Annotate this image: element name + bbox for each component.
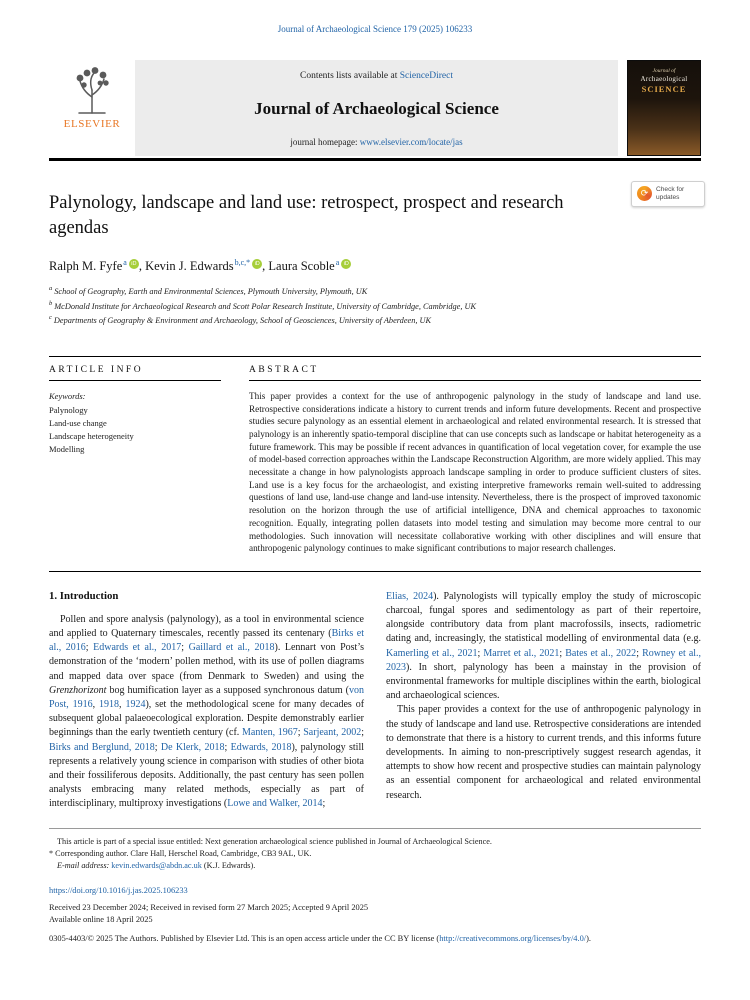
intro-paragraph-right-1 (386, 590, 701, 704)
affiliation-text: School of Geography, Earth and Environmental Sciences, Plymouth University, Plymouth, UK (54, 286, 368, 296)
inline-link[interactable]: Birks and Berglund, 2018 (49, 741, 155, 753)
inline-link[interactable]: Marret et al., 2021 (483, 647, 560, 659)
affiliation-list (49, 284, 701, 328)
text-segment: ; (297, 727, 304, 739)
abstract-heading: ABSTRACT (249, 365, 701, 381)
keyword-item: Landscape heterogeneity (49, 430, 134, 441)
check-for-updates-badge[interactable] (631, 181, 705, 207)
keywords-label: Keywords: (49, 390, 86, 401)
article-body (49, 590, 701, 812)
inline-link[interactable]: von Post, 1916 (49, 684, 364, 711)
contents-prefix: Contents lists available at (299, 71, 400, 81)
author (145, 259, 268, 273)
email-note (49, 860, 701, 872)
affiliation-sup: b (49, 299, 53, 307)
text-segment: bog humification layer as a supposed synchronous datum ( (106, 684, 349, 696)
intro-paragraph-left (49, 613, 364, 812)
affiliation (49, 284, 701, 299)
special-issue-note: This article is part of a special issue entitled: Next generation archaeological science published in Journal of Archaeological Science. (57, 836, 492, 846)
inline-link[interactable]: Sarjeant, 2002 (303, 727, 362, 739)
header-divider (49, 158, 701, 161)
author-list (49, 258, 701, 274)
intro-paragraph-right-2: This paper provides a context for the use of anthropogenic palynology in the study of landscape and land use. Retrospective considerations are intended to demonstrate that there is a history to current trends, and this informs future developments. In aiming to non-prescriptively suggest research agendas, it attempts to show how recent and prospective studies can maintain palynology as an essential component for archaeological and related environmental research. (386, 704, 701, 801)
cover-line3: SCIENCE (641, 84, 687, 94)
journal-header (49, 60, 701, 156)
journal-title: Journal of Archaeological Science (254, 99, 499, 118)
author-name: Kevin J. Edwards (145, 259, 234, 274)
inline-link[interactable]: Elias, 2024 (386, 590, 434, 602)
inline-link[interactable]: Manten, 1967 (242, 727, 298, 739)
orcid-icon[interactable]: iD (252, 259, 262, 269)
affiliation-sup: a (49, 285, 53, 293)
inline-link[interactable]: Lowe and Walker, 2014 (227, 798, 323, 810)
text-segment: , (92, 699, 100, 711)
journal-homepage-link[interactable]: www.elsevier.com/locate/jas (359, 137, 463, 147)
inline-link[interactable]: kevin.edwards@abdn.ac.uk (111, 861, 202, 871)
author-affiliation-sup: a (123, 257, 127, 267)
text-segment: ; (477, 647, 484, 659)
inline-link[interactable]: Kamerling et al., 2021 (386, 647, 478, 659)
text-segment: Grenzhorizont (49, 684, 107, 696)
text-segment: ; (224, 741, 231, 753)
available-online: Available online 18 April 2025 (49, 915, 153, 925)
text-segment: ; (181, 642, 189, 654)
section-heading-introduction: 1. Introduction (49, 589, 119, 602)
elsevier-logo[interactable] (49, 60, 135, 156)
text-segment: ; (361, 727, 364, 739)
text-segment: ), set the methodological scene for many decades of subsequent global palaeoecological exploration. Despite demonstrably earlier beginnings than the early twentieth century (cf. (49, 699, 365, 739)
title-row (49, 186, 701, 241)
text-segment: ; (636, 647, 643, 659)
orcid-icon[interactable]: iD (129, 259, 139, 269)
text-segment: ). Lennart von Post’s demonstration of the ‘modern’ pollen method, with its use of pollen diagrams and mapped data over space (from Denmark to Sweden) and using the (49, 642, 364, 682)
sciencedirect-link[interactable]: ScienceDirect (399, 71, 453, 81)
inline-link[interactable]: 1924 (125, 699, 146, 711)
affiliation-text: Departments of Geography & Environment and Archaeology, School of Geosciences, University of Aberdeen, UK (53, 316, 432, 326)
article-info-heading: ARTICLE INFO (49, 365, 221, 381)
inline-link[interactable]: Birks et al., 2016 (49, 628, 364, 654)
author-name: Laura Scoble (268, 259, 335, 274)
elsevier-tree-icon (70, 66, 114, 116)
keyword-item: Palynology (49, 404, 88, 415)
homepage-prefix: journal homepage: (290, 137, 360, 147)
doi-link[interactable]: https://doi.org/10.1016/j.jas.2025.106233 (49, 886, 188, 896)
cover-line1: Journal of (652, 68, 676, 74)
info-abstract-section (49, 356, 701, 572)
text-segment: ). Palynologists will typically employ the study of microscopic charcoal, fungal spores and sedimentology as part of their repertoire, alongside contributory data from plant macrofossils, insects, radiometric dating and, increasingly, the statistical modelling of environmental data (e.g. (386, 590, 702, 645)
received-dates: Received 23 December 2024; Received in revised form 27 March 2025; Accepted 9 April 2025 (49, 903, 369, 913)
author-affiliation-sup: b,c,* (234, 257, 251, 267)
inline-link[interactable]: Rowney et al., 2023 (386, 647, 702, 673)
keyword-item: Land-use change (49, 417, 107, 428)
homepage-line (290, 137, 462, 147)
text-segment: ). (586, 934, 591, 944)
journal-cover-thumbnail[interactable] (627, 60, 701, 156)
affiliation (49, 299, 701, 314)
text-segment: ). In short, palynology has been a mainstay in the provision of environmental frameworks for multiple disciplines within the earth, biological and archaeological sciences. (386, 661, 701, 702)
article-info-column (49, 365, 221, 555)
inline-link[interactable]: Bates et al., 2022 (565, 647, 637, 659)
author-affiliation-sup: a (335, 257, 340, 267)
body-column-left (49, 590, 364, 812)
check-for-updates-label: Check for updates (656, 186, 685, 201)
author-separator: , (138, 259, 146, 274)
text-segment: , (119, 699, 126, 711)
keyword-item: Modelling (49, 444, 85, 455)
inline-link[interactable]: Gaillard et al., 2018 (188, 642, 275, 654)
abstract-column (249, 365, 701, 555)
header-center (135, 60, 618, 156)
license-line (49, 933, 701, 945)
text-segment: (K.J. Edwards). (201, 861, 256, 871)
inline-link[interactable]: Edwards et al., 2017 (93, 642, 182, 654)
inline-link[interactable]: Edwards, 2018 (230, 741, 292, 753)
article-title: Palynology, landscape and land use: retrospect, prospect and research agendas (49, 193, 564, 238)
inline-link[interactable]: De Klerk, 2018 (160, 741, 225, 753)
cover-line2: Archaeological (640, 75, 688, 83)
affiliation-sup: c (49, 314, 52, 322)
elsevier-wordmark: ELSEVIER (63, 118, 121, 130)
author (49, 259, 145, 273)
author-name: Ralph M. Fyfe (49, 259, 123, 274)
contents-line (300, 71, 453, 81)
affiliation-text: McDonald Institute for Archaeological Research and Scott Polar Research Institute, University of Cambridge, Cambridge, UK (54, 301, 477, 311)
text-segment: ; (154, 741, 161, 753)
text-segment: ; (322, 798, 326, 810)
corresponding-author-note: * Corresponding author. Clare Hall, Herschel Road, Cambridge, CB3 9AL, UK. (49, 848, 312, 858)
author-separator: , (262, 259, 269, 274)
abstract-text: This paper provides a context for the use of anthropogenic palynology in the study of landscape and land use. Retrospective considerations indicate a history to current trends and inform future developments. Recent and prospective studies secure palynology as an essential element in archaeological and related environmental research. It is stressed that palynology is an inherently spatio-temporal discipline that can use concepts such as landscape or habitat heterogeneity as a future framework. This may be possible if recent advances in quantification of local vegetation cover, for example the use of model-based correction approaches within the Landscape Reconstruction Algorithm, are more widely applied. This may necessitate a change in how palynologists approach landscape sampling in order to produce sufficient clusters of sites. Land use is a key focus for the archaeologist, and existing interpretive frameworks remain well-suited to addressing questions of land use, land-use change and land-use intensity. Nevertheless, there is the prospect of improved taxonomic resolution on the horizon through the use of artificial intelligence, DNA and chemical approaches to taxonomic recognition. Equally, integrating pollen datasets into model testing and simulation may become more central to our methodologies. Such innovation will necessitate collaborative working with other disciplines and will ensure that anthropogenic palynology continues to make significant contributions to major research challenges. (249, 390, 701, 554)
text-segment: ; (559, 647, 566, 659)
journal-reference-link[interactable]: Journal of Archaeological Science 179 (2025) 106233 (277, 24, 473, 34)
body-column-right (386, 590, 701, 812)
orcid-icon[interactable]: iD (341, 259, 351, 269)
text-segment: ; (85, 642, 94, 654)
footnotes-section (49, 828, 701, 873)
affiliation (49, 313, 701, 328)
text-segment: Pollen and spore analysis (palynology), as a tool in environmental science and applied to Quaternary timescales, recently passed its centenary ( (49, 613, 364, 640)
text-segment: E-mail address: (57, 861, 112, 871)
text-segment: ), palynology still represents a relatively young science in comparison with studies of other biota and their fossiliferous deposits. Additionally, the past century has seen pollen analysts embracing many related methods, especially as part of interdisciplinary, multiproxy investigations ( (49, 741, 364, 810)
footer-section (49, 885, 701, 945)
check-for-updates-icon: ⟳ (637, 186, 652, 201)
inline-link[interactable]: 1918 (99, 699, 120, 711)
inline-link[interactable]: http://creativecommons.org/licenses/by/4.0/ (439, 934, 587, 944)
text-segment: 0305-4403/© 2025 The Authors. Published by Elsevier Ltd. This is an open access article under the CC BY license ( (49, 934, 440, 944)
author (268, 259, 351, 273)
